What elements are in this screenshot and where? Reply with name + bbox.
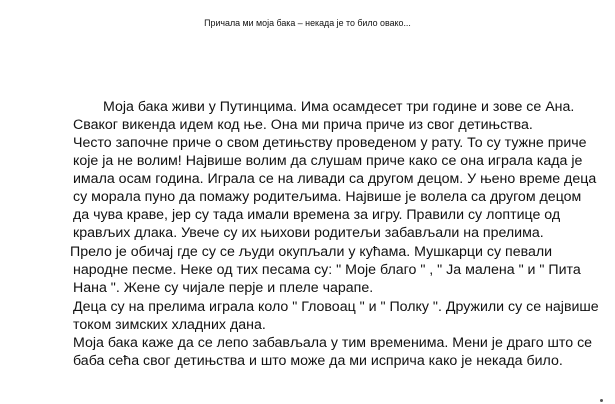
text-line-7: да чува краве, јер су тада имали времена за игру. Правили су лоптице од [73, 207, 561, 223]
text-line-6: су морала пуно да помажу родитељима. Највише је волела са другом децом [73, 189, 582, 205]
text-line-8: крављих длака. Увече су их њихови родитељи забављали на прелима. [73, 225, 544, 241]
text-line-12: Деца су на прелима играла коло " Гловоац " и " Полку ". Дружили су се највише [73, 299, 599, 315]
document-title: Причала ми моја бака – некада је то било овако... [204, 18, 411, 28]
text-line-9: Прело је обичај где су се људи окупљали у кућама. Мушкарци су певали [70, 244, 553, 260]
text-line-13: током зимских хладних дана. [73, 317, 266, 333]
text-line-15: баба сећа свог детињства и што може да ми исприча како је некада било. [73, 353, 563, 369]
text-line-2: Сваког викенда идем код ње. Она ми прича приче из свог детињства. [73, 117, 533, 133]
text-line-11: Нана ". Жене су чијале перје и плеле чарапе. [73, 280, 374, 296]
text-line-14: Моја бака каже да се лепо забављала у тим временима. Мени је драго што се [73, 335, 593, 351]
text-line-4: које ја не волим! Највише волим да слушам приче како се она играла када је [73, 153, 583, 169]
scan-speck [600, 399, 603, 402]
text-line-1: Моја бака живи у Путинцима. Има осамдесет три године и зове се Ана. [103, 99, 575, 115]
text-line-3: Често започне приче о свом детињству проведеном у рату. То су тужне приче [73, 135, 587, 151]
text-line-10: народне песме. Неке од тих песама су: " Моје благо " , " Ја малена " и " Пита [73, 262, 581, 278]
text-line-5: имала осам година. Играла се на ливади са другом децом. У њено време деца [73, 171, 597, 187]
